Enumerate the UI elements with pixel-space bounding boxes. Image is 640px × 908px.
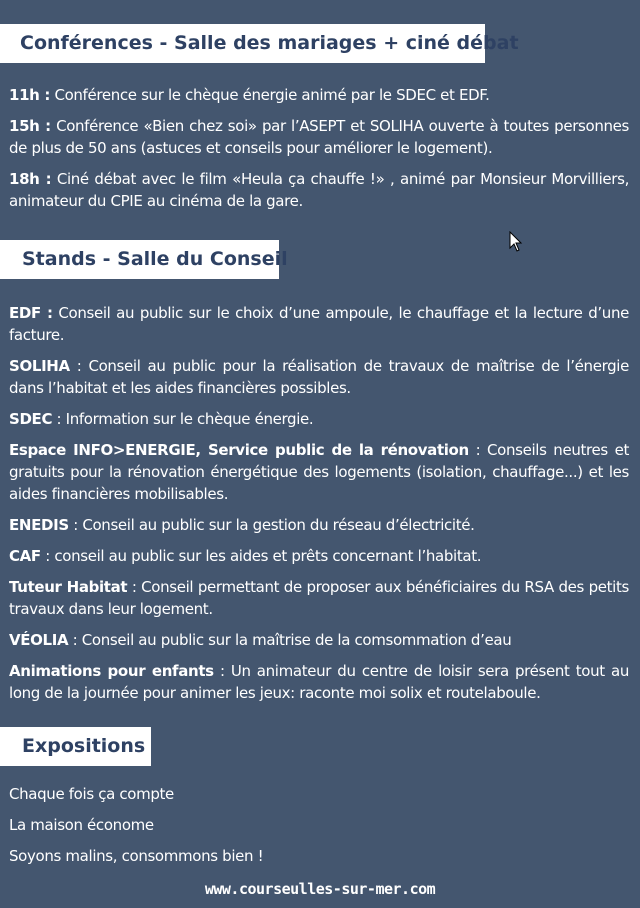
stands-heading: Stands - Salle du Conseil [0, 240, 279, 279]
expositions-heading: Expositions [0, 727, 151, 766]
exposition-item: Soyons malins, consommons bien ! [9, 847, 264, 865]
stand-item: ENEDIS : Conseil au public sur la gestion du réseau d’électricité. [9, 516, 475, 534]
conference-item: 18h : Ciné débat avec le film «Heula ça chauffe !» , animé par Monsieur Morvilliers, animateur du CPIE au cinéma de la gare. [9, 170, 629, 210]
stand-item: EDF : Conseil au public sur le choix d’une ampoule, le chauffage et la lecture d’une facture. [9, 304, 629, 344]
mouse-pointer-icon [509, 231, 523, 253]
stands-list [9, 302, 629, 713]
conferences-heading: Conférences - Salle des mariages + ciné débat [0, 24, 485, 63]
website-url[interactable]: www.courseulles-sur-mer.com [204, 880, 436, 898]
conference-item: 11h : Conférence sur le chèque énergie animé par le SDEC et EDF. [9, 86, 490, 104]
stand-item: SOLIHA : Conseil au public pour la réalisation de travaux de maîtrise de l’énergie dans l’habitat et les aides financières possibles. [9, 357, 629, 397]
stand-item: Espace INFO>ENERGIE, Service public de la rénovation : Conseils neutres et gratuits pour la rénovation énergétique des logements (isolation, chauffage...) et les aides financières mobilisables. [9, 441, 629, 503]
stand-item: Animations pour enfants : Un animateur du centre de loisir sera présent tout au long de la journée pour animer les jeux: raconte moi solix et routelaboule. [9, 662, 630, 702]
expositions-list [9, 783, 629, 876]
stand-item: SDEC : Information sur le chèque énergie. [9, 410, 314, 428]
stand-item: Tuteur Habitat : Conseil permettant de proposer aux bénéficiaires du RSA des petits travaux dans leur logement. [9, 578, 629, 618]
exposition-item: Chaque fois ça compte [9, 785, 174, 803]
conference-item: 15h : Conférence «Bien chez soi» par l’ASEPT et SOLIHA ouverte à toutes personnes de plus de 50 ans (astuces et conseils pour améliorer le logement). [9, 117, 629, 157]
conferences-list [9, 84, 629, 221]
stand-item: CAF : conseil au public sur les aides et prêts concernant l’habitat. [9, 547, 482, 565]
stand-item: VÉOLIA : Conseil au public sur la maîtrise de la comsommation d’eau [9, 631, 512, 649]
exposition-item: La maison économe [9, 816, 154, 834]
